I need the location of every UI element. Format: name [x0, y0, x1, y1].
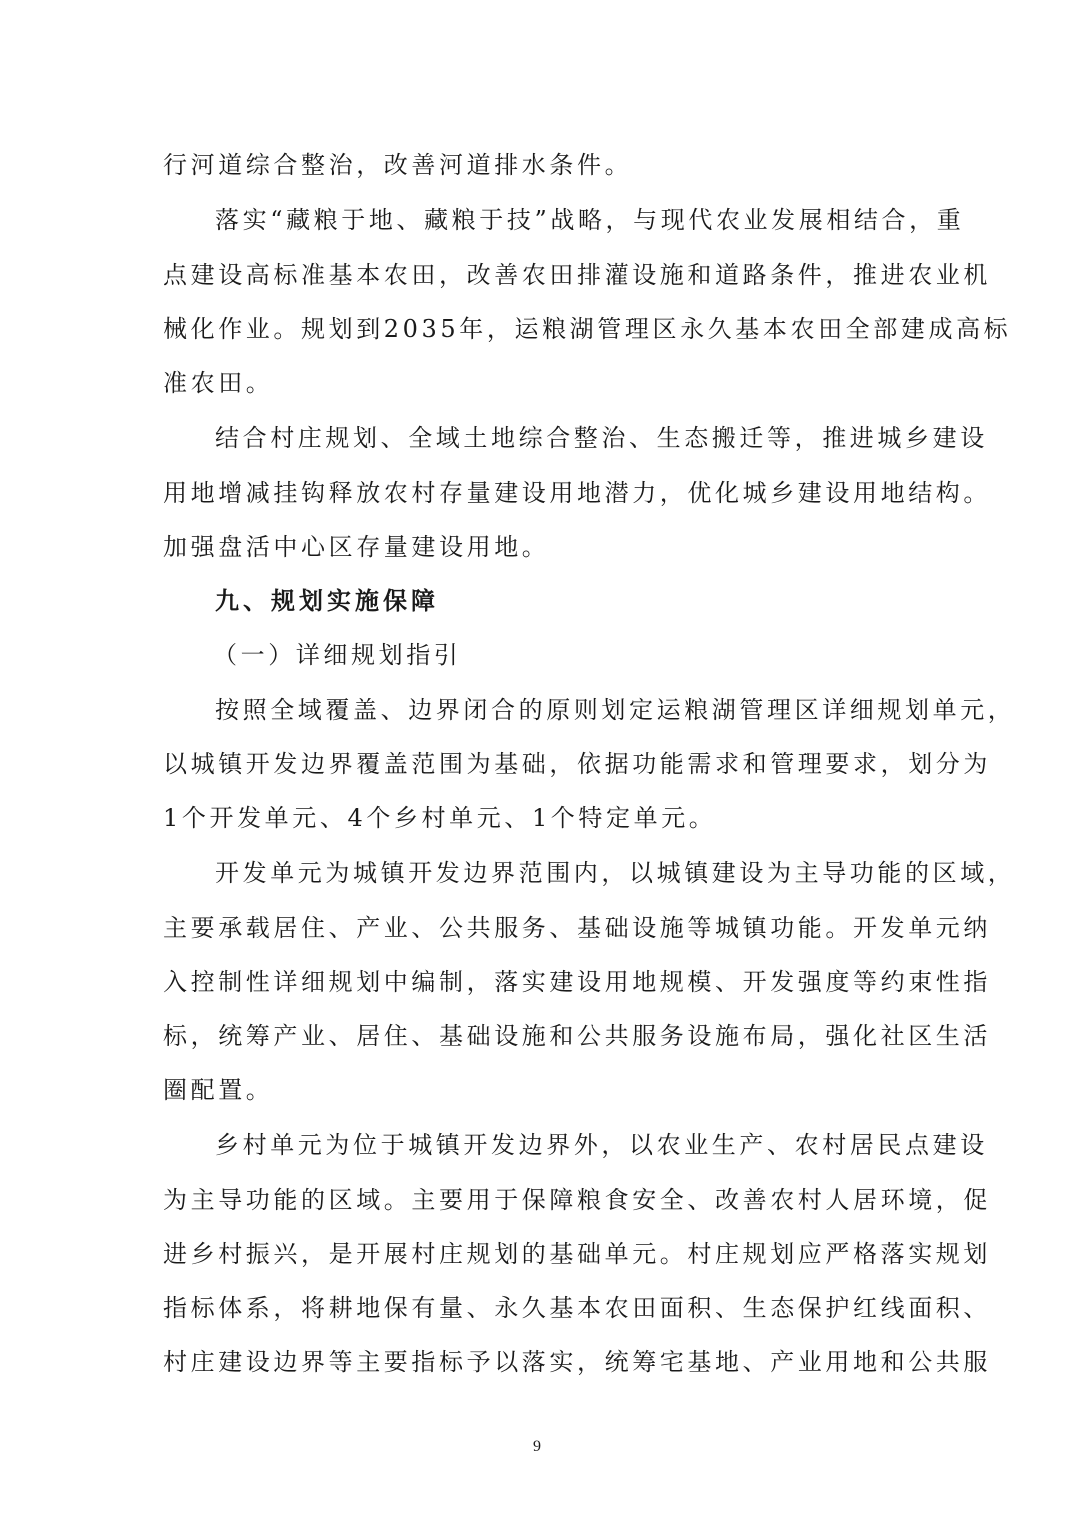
body-text-line: 主要承载居住、产业、公共服务、基础设施等城镇功能。开发单元纳: [163, 914, 991, 942]
body-text-line: 标，统筹产业、居住、基础设施和公共服务设施布局，强化社区生活: [163, 1022, 991, 1050]
body-text-line: 圈配置。: [163, 1076, 274, 1104]
paragraph-first-line: 结合村庄规划、全域土地综合整治、生态搬迁等，推进城乡建设: [215, 424, 988, 452]
paragraph-first-line: 乡村单元为位于城镇开发边界外，以农业生产、农村居民点建设: [215, 1131, 988, 1159]
subsection-heading: （一）详细规划指引: [213, 641, 462, 669]
section-heading: 九、规划实施保障: [215, 586, 439, 615]
body-text-line: 1个开发单元、4个乡村单元、1个特定单元。: [163, 804, 717, 832]
body-text-line: 加强盘活中心区存量建设用地。: [163, 533, 550, 561]
body-text-line: 准农田。: [163, 369, 274, 397]
body-text-line: 村庄建设边界等主要指标予以落实，统筹宅基地、产业用地和公共服: [163, 1348, 991, 1376]
body-text-line: 点建设高标准基本农田，改善农田排灌设施和道路条件，推进农业机: [163, 261, 991, 289]
body-text-line: 指标体系，将耕地保有量、永久基本农田面积、生态保护红线面积、: [163, 1294, 991, 1322]
page-number: 9: [533, 1438, 541, 1455]
body-text-line: 进乡村振兴，是开展村庄规划的基础单元。村庄规划应严格落实规划: [163, 1240, 991, 1268]
paragraph-first-line: 按照全域覆盖、边界闭合的原则划定运粮湖管理区详细规划单元，: [215, 696, 1016, 724]
paragraph-first-line: 落实“藏粮于地、藏粮于技”战略，与现代农业发展相结合，重: [215, 206, 965, 234]
body-text-line: 用地增减挂钩释放农村存量建设用地潜力，优化城乡建设用地结构。: [163, 479, 991, 507]
paragraph-first-line: 开发单元为城镇开发边界范围内，以城镇建设为主导功能的区域，: [215, 859, 1016, 887]
body-text-line: 以城镇开发边界覆盖范围为基础，依据功能需求和管理要求，划分为: [163, 750, 991, 778]
body-text-line: 械化作业。规划到2035年，运粮湖管理区永久基本农田全部建成高标: [163, 315, 1012, 343]
body-text-line: 行河道综合整治，改善河道排水条件。: [163, 151, 633, 179]
body-text-line: 入控制性详细规划中编制，落实建设用地规模、开发强度等约束性指: [163, 968, 991, 996]
body-text-line: 为主导功能的区域。主要用于保障粮食安全、改善农村人居环境，促: [163, 1186, 991, 1214]
